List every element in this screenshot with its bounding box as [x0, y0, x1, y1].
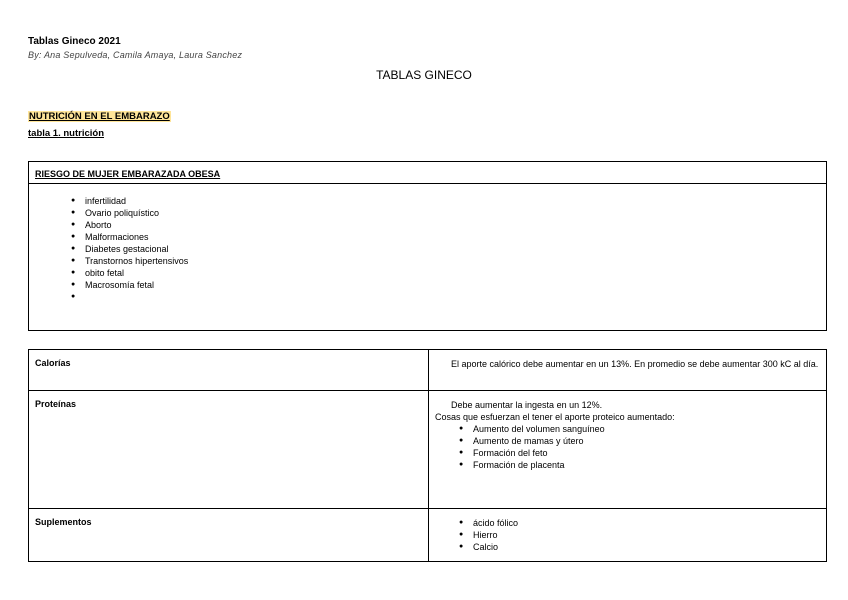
list-item: ● Transtornos hipertensivos: [85, 255, 826, 267]
list-item: [85, 291, 826, 303]
table-row: [29, 509, 826, 561]
list-item: ● Aborto: [85, 219, 826, 231]
nutrition-table: [28, 349, 827, 562]
table-caption: tabla 1. nutrición: [28, 128, 105, 139]
suplementos-list: [451, 517, 820, 553]
list-item: ● Diabetes gestacional: [85, 243, 826, 255]
list-item: ● infertilidad: [85, 195, 826, 207]
risk-table-header: RIESGO DE MUJER EMBARAZADA OBESA: [29, 162, 826, 184]
list-item: ● Aumento del volumen sanguíneo: [473, 423, 820, 435]
list-item: ● Calcio: [473, 541, 820, 553]
list-item: ● Hierro: [473, 529, 820, 541]
list-item: ● Macrosomía fetal: [85, 279, 826, 291]
proteinas-list: [435, 423, 820, 471]
row-label-proteinas: Proteínas: [29, 391, 429, 508]
list-item: ● Malformaciones: [85, 231, 826, 243]
row-label-calorias: Calorías: [29, 350, 429, 390]
section-heading-nutrition: NUTRICIÓN EN EL EMBARAZO: [29, 111, 170, 122]
list-item: ● ácido fólico: [473, 517, 820, 529]
row-value-calorias: [429, 350, 826, 390]
list-item: ● Formación de placenta: [473, 459, 820, 471]
document-header-title: Tablas Gineco 2021: [28, 36, 121, 47]
list-item: ● Formación del feto: [473, 447, 820, 459]
proteinas-line2: Cosas que esfuerzan el tener el aporte proteico aumentado:: [435, 412, 675, 422]
calorias-text: El aporte calórico debe aumentar en un 13%. En promedio se debe aumentar 300 kC al día.: [451, 359, 819, 369]
risk-list: [29, 184, 826, 303]
list-item: ● Ovario poliquístico: [85, 207, 826, 219]
row-value-proteinas: [429, 391, 826, 508]
risk-table: [28, 161, 827, 331]
table-row: [29, 350, 826, 391]
authors-line: By: Ana Sepulveda, Camila Amaya, Laura Sanchez: [28, 50, 243, 60]
list-item: ● Aumento de mamas y útero: [473, 435, 820, 447]
proteinas-line1: Debe aumentar la ingesta en un 12%.: [451, 400, 603, 410]
table-row: [29, 391, 826, 509]
row-value-suplementos: [429, 509, 826, 561]
row-label-suplementos: Suplementos: [29, 509, 429, 561]
page-title: TABLAS GINECO: [376, 68, 472, 82]
list-item: ● obito fetal: [85, 267, 826, 279]
